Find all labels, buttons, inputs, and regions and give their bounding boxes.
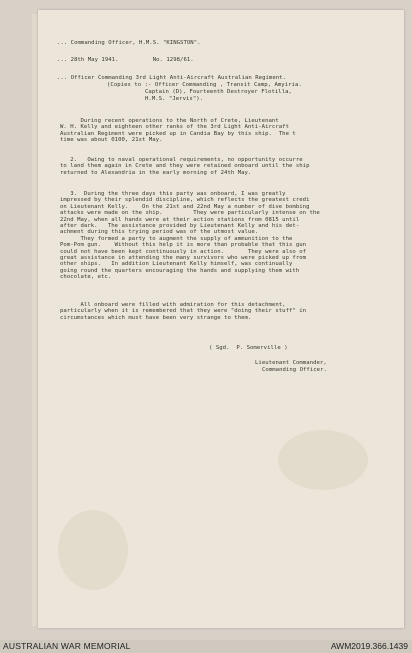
footer-bar <box>0 640 412 653</box>
paper-stain <box>278 430 368 490</box>
paragraph-4: All onboard were filled with admiration for this detachment, particularly when it is remembered that they were "doing their stuff" in circumstances which must have been very strange to them. <box>60 302 307 321</box>
paragraph-2: 2. Owing to naval operational requirements, no opportunity occurre to land them again in Crete and they were retained onboard until the ship returned to Alexandria in the early morning of 24th May. <box>60 157 310 176</box>
signature-title: Commanding Officer. <box>262 367 327 373</box>
from-line: ... Commanding Officer, H.M.S. "KINGSTON". <box>57 40 201 46</box>
signature-sgd: ( Sgd. P. Somerville ) <box>209 345 288 351</box>
paragraph-3: 3. During the three days this party was onboard, I was greatly impressed by their splendid discipline, which reflects the greatest credi on Lieutenant Kelly. On the 21st and 22nd May a number of dive bombing attacks were made on the ship. They were particularly intense on the 22nd May, when all hands were at their action stations from 0815 until after dark. The assistance provided by Lieutenant Kelly and his det- achment during this trying period was of the utmost value. They formed a party to augment the supply of ammunition to the Pom-Pom gun. Without this help it is more than probable that this gun could not have been kept continuously in action. They were also of great assistance in attending the many survivors who were picked up from other ships. In addition Lieutenant Kelly himself, was continually going round the quarters encouraging the hands and supplying them with chocolate, etc. <box>60 191 320 281</box>
copies-line: H.M.S. "Jervis"). <box>145 96 204 102</box>
to-line: ... Officer Commanding 3rd Light Anti-Aircraft Australian Regiment. <box>57 75 286 81</box>
copies-line: Captain (D), Fourteenth Destroyer Flotilla, <box>145 89 292 95</box>
paper-stain <box>58 510 128 590</box>
footer-institution: AUSTRALIAN WAR MEMORIAL <box>3 641 131 651</box>
signature-rank: Lieutenant Commander, <box>255 360 327 366</box>
date-line: ... 28th May 1941. No. 1298/61. <box>57 57 194 63</box>
copies-line: (Copies to :- Officer Commanding , Transit Camp, Amyiria. <box>107 82 302 88</box>
paragraph-1: During recent operations to the North of Crete, Lieutenant W. H. Kelly and eighteen other ranks of the 3rd Light Anti-Aircraft Australian Regiment were picked up in Candia Bay by this ship. The t time was about 0100, 21st May. <box>60 118 296 144</box>
footer-accession-number: AWM2019.366.1439 <box>330 641 408 651</box>
